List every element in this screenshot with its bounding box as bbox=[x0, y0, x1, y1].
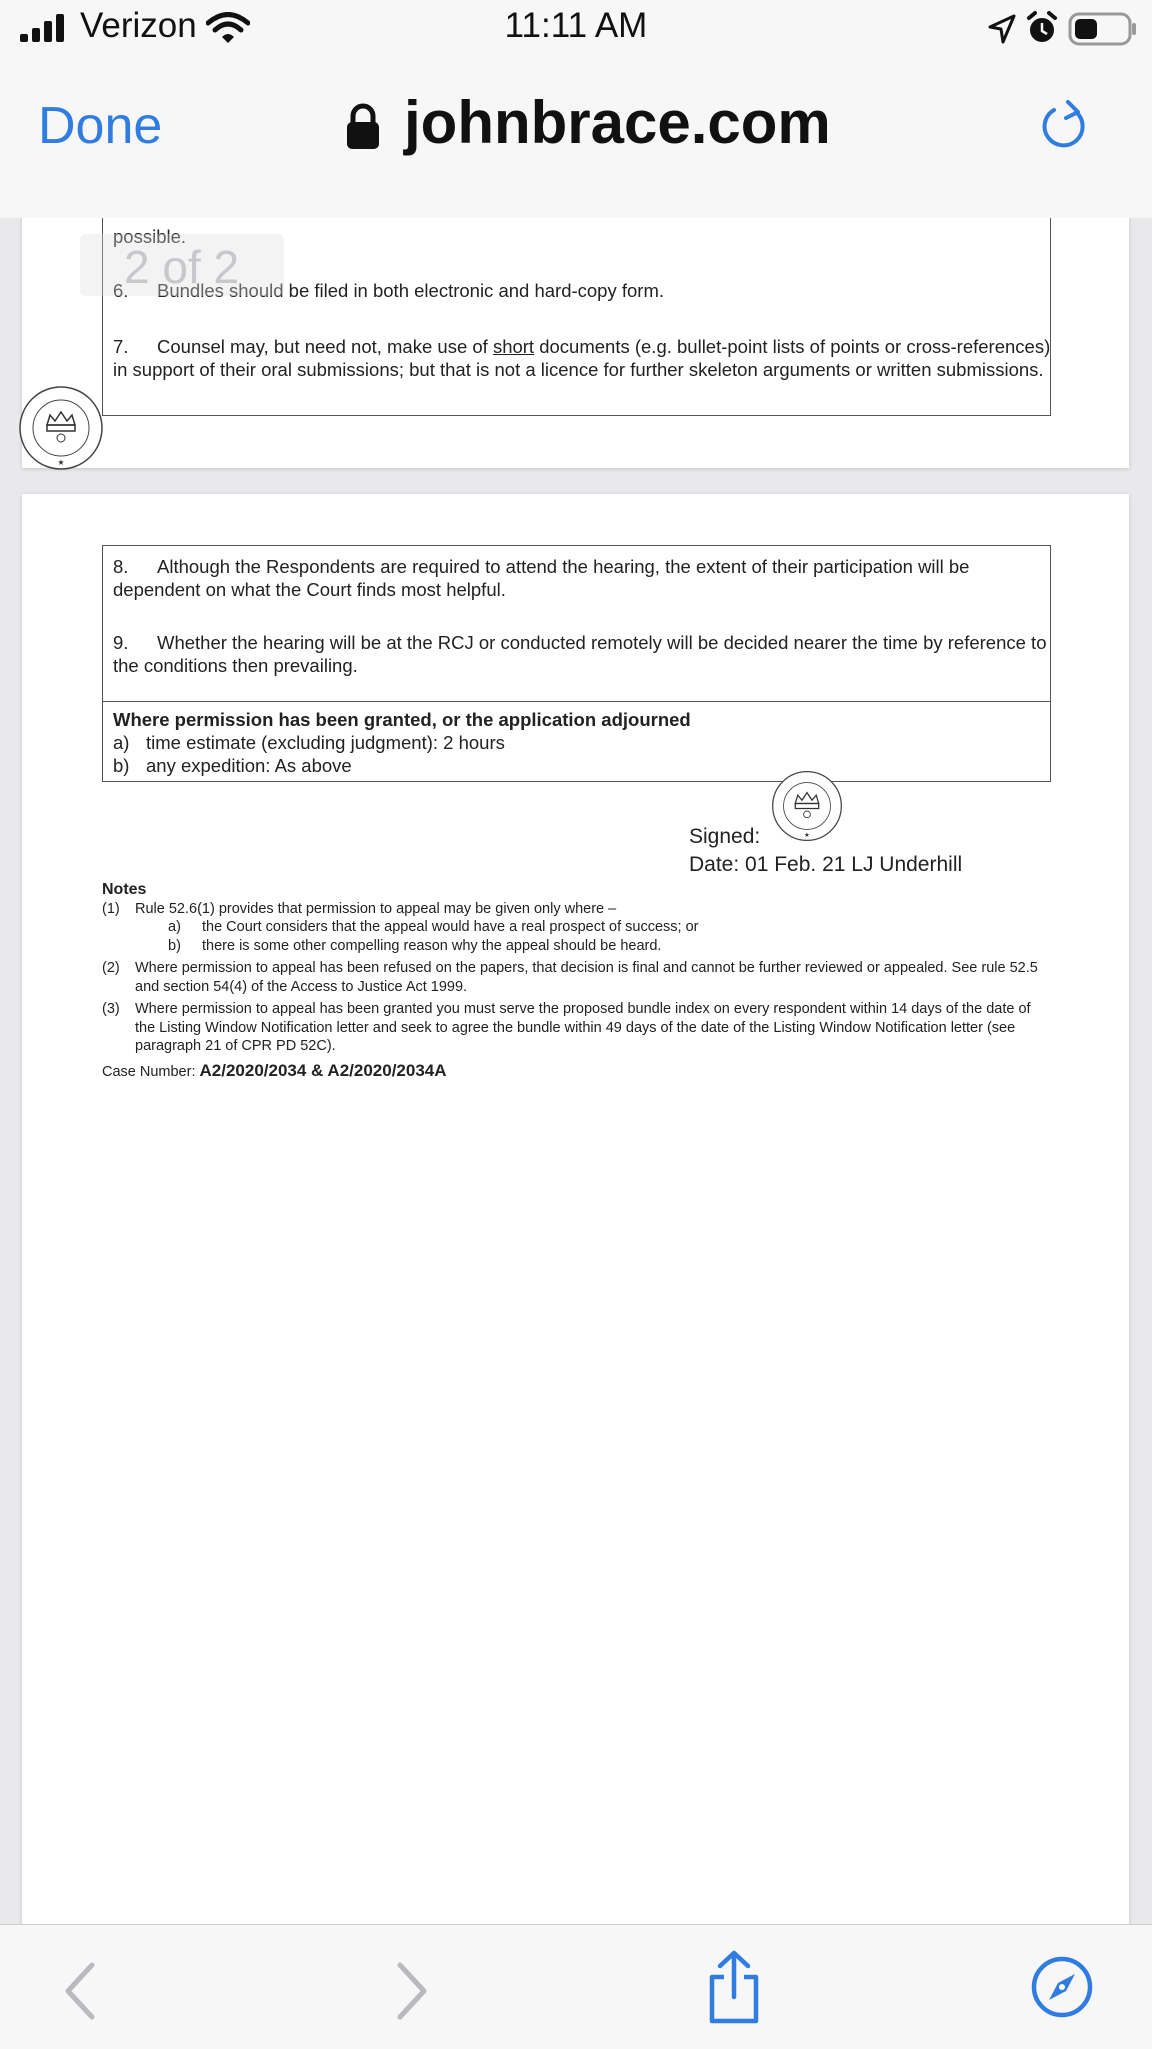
case-number bbox=[102, 1062, 1049, 1082]
alarm-icon bbox=[1026, 10, 1058, 46]
carrier-name: Verizon bbox=[80, 6, 197, 45]
svg-text:★: ★ bbox=[804, 831, 810, 839]
permission-section bbox=[113, 708, 691, 777]
location-icon bbox=[988, 14, 1016, 44]
back-button[interactable] bbox=[60, 1961, 100, 2021]
notes-section bbox=[102, 881, 1049, 1081]
clock-time: 11:11 AM bbox=[504, 6, 648, 45]
signature-block bbox=[689, 823, 962, 879]
item-7-text-post: documents (e.g. bullet-point lists of points or cross-references) bbox=[534, 336, 1051, 357]
signed-label: Signed: bbox=[689, 825, 761, 848]
item-9-number: 9. bbox=[113, 632, 129, 653]
url-domain[interactable]: johnbrace.com bbox=[404, 89, 831, 156]
note-1-number: (1) bbox=[102, 900, 120, 917]
note-2-line2: and section 54(4) of the Access to Justice Act 1999. bbox=[135, 978, 468, 995]
browser-nav-bar bbox=[0, 58, 1152, 219]
item-8-number: 8. bbox=[113, 556, 129, 577]
lock-icon bbox=[345, 102, 381, 150]
item-7-line2: in support of their oral submissions; but that is not a licence for further skeleton arguments or written submissions. bbox=[113, 359, 1044, 380]
item-8 bbox=[113, 555, 1043, 601]
battery-icon bbox=[1068, 12, 1138, 46]
share-button[interactable] bbox=[704, 1949, 764, 2025]
chevron-left-icon bbox=[68, 1965, 92, 2017]
perm-b-label: b) bbox=[113, 755, 130, 776]
note-1b-text: there is some other compelling reason why the appeal should be heard. bbox=[202, 937, 662, 954]
item-8-line1: Although the Respondents are required to attend the hearing, the extent of their participation will be bbox=[157, 556, 970, 577]
date-line: Date: 01 Feb. 21 LJ Underhill bbox=[689, 853, 963, 876]
perm-b-text: any expedition: As above bbox=[146, 755, 352, 776]
note-2-number: (2) bbox=[102, 960, 120, 976]
note-3-line1: Where permission to appeal has been granted you must serve the proposed bundle index on every respondent within 14 days of the date of bbox=[135, 1001, 1031, 1017]
reload-icon[interactable] bbox=[1040, 98, 1090, 152]
item-7-underlined: short bbox=[492, 336, 535, 357]
perm-a-text: time estimate (excluding judgment): 2 hours bbox=[146, 732, 505, 753]
note-1b-label: b) bbox=[168, 937, 181, 954]
note-2-line1: Where permission to appeal has been refused on the papers, that decision is final and cannot be further reviewed or appealed. See rule 52.5 bbox=[135, 960, 1038, 976]
page-indicator-text: 2 of 2 bbox=[124, 241, 240, 293]
note-3-number: (3) bbox=[102, 1001, 120, 1017]
item-8-line2: dependent on what the Court finds most helpful. bbox=[113, 579, 506, 600]
item-9-line2: the conditions then prevailing. bbox=[113, 655, 358, 676]
forward-button[interactable] bbox=[392, 1961, 432, 2021]
item-7 bbox=[113, 335, 1051, 381]
note-3-line2: the Listing Window Notification letter and seek to agree the bundle within 49 days of the date of the Listing Window Notification letter (see bbox=[135, 1019, 1016, 1036]
permission-heading: Where permission has been granted, or the application adjourned bbox=[113, 709, 691, 730]
item-7-number: 7. bbox=[113, 336, 129, 357]
item-7-text-pre: Counsel may, but need not, make use of bbox=[157, 336, 493, 357]
done-button[interactable]: Done bbox=[38, 97, 163, 155]
pdf-page-2 bbox=[22, 494, 1129, 1924]
note-1a-label: a) bbox=[168, 919, 181, 935]
pdf-page-1 bbox=[22, 218, 1129, 468]
court-seal-page1 bbox=[18, 385, 104, 471]
item-6-text: Bundles should be filed in both electronic and hard-copy form. bbox=[157, 280, 664, 301]
case-number-value: A2/2020/2034 & A2/2020/2034A bbox=[199, 1060, 447, 1080]
status-bar bbox=[0, 0, 1152, 58]
item-9-line1: Whether the hearing will be at the RCJ or conducted remotely will be decided nearer the time by reference to bbox=[157, 632, 1047, 653]
chevron-right-icon bbox=[400, 1965, 424, 2017]
perm-a-label: a) bbox=[113, 732, 130, 753]
browser-toolbar bbox=[0, 1924, 1152, 2049]
note-3-line3: paragraph 21 of CPR PD 52C). bbox=[135, 1038, 336, 1054]
item-9 bbox=[113, 631, 1047, 677]
svg-text:★: ★ bbox=[57, 458, 65, 467]
notes-heading: Notes bbox=[102, 881, 147, 898]
item-6-number: 6. bbox=[113, 280, 129, 301]
possible-text: possible. bbox=[113, 226, 187, 247]
note-1-text: Rule 52.6(1) provides that permission to appeal may be given only where – bbox=[135, 900, 617, 917]
note-1a-text: the Court considers that the appeal would have a real prospect of success; or bbox=[202, 919, 699, 935]
pdf-viewer[interactable] bbox=[0, 218, 1152, 1924]
open-in-safari-button[interactable] bbox=[1030, 1955, 1094, 2019]
case-number-label: Case Number: bbox=[102, 1063, 200, 1080]
page-indicator bbox=[80, 234, 284, 296]
